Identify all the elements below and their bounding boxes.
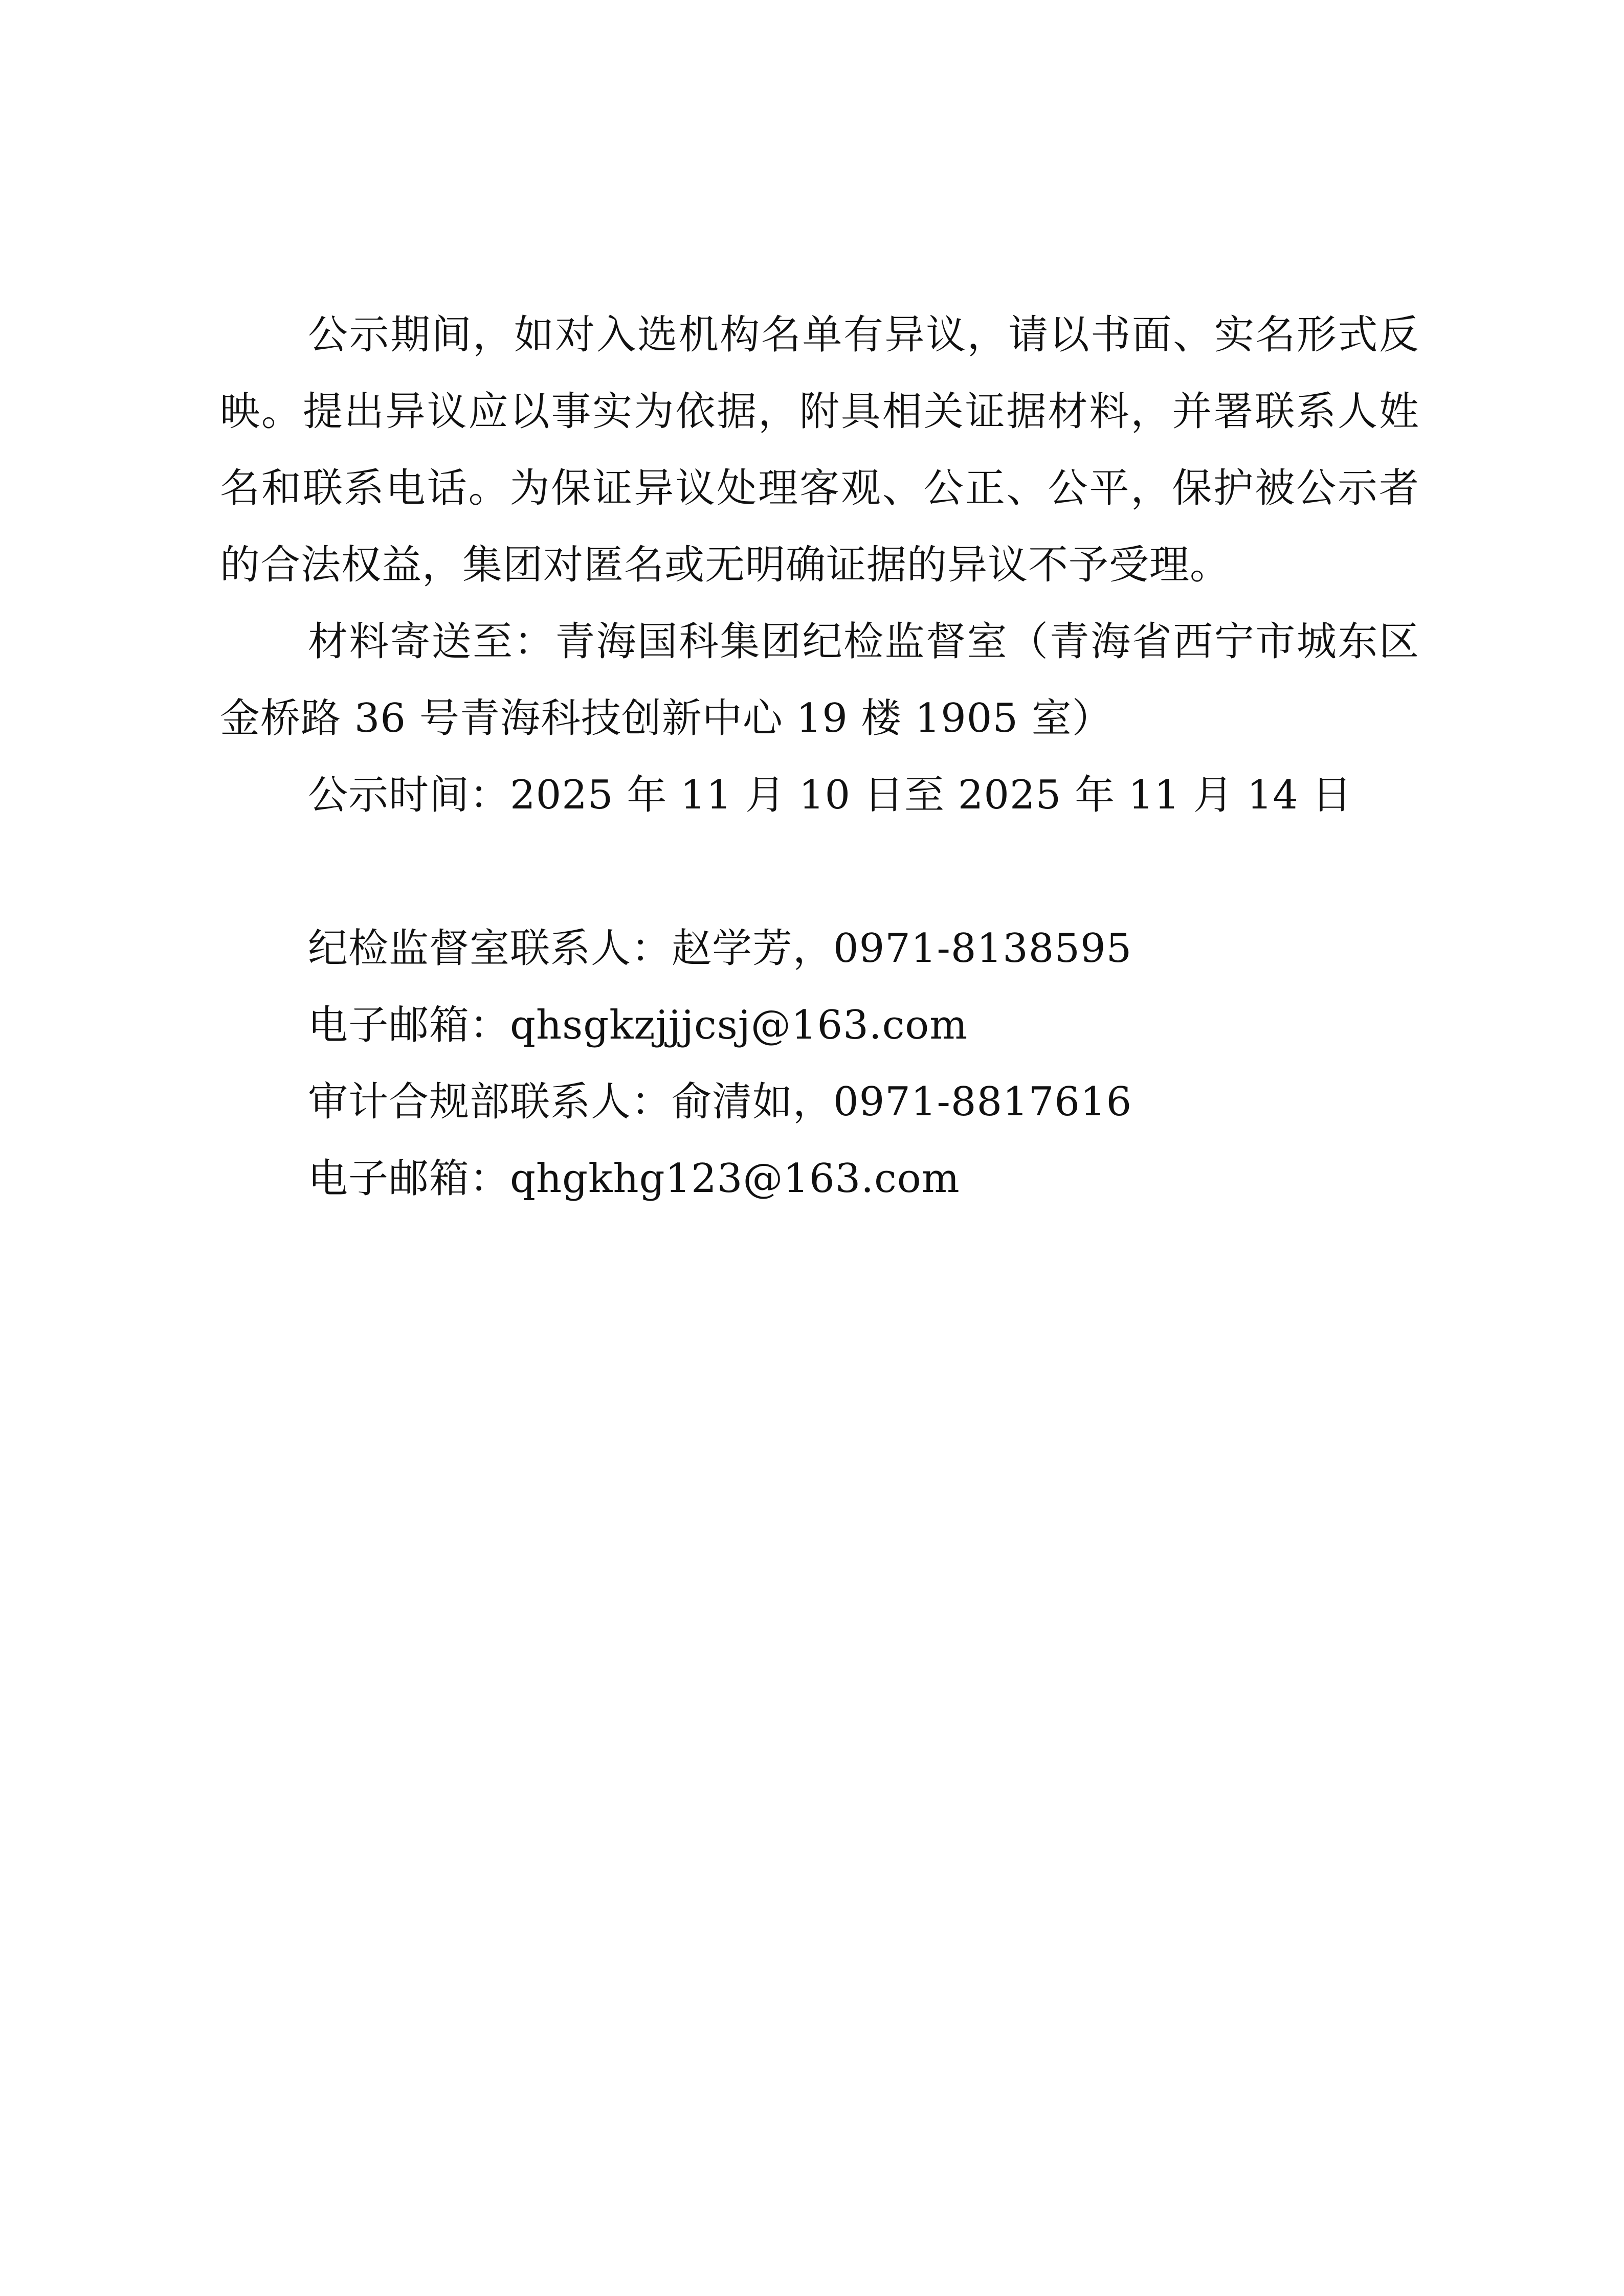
publicity-period-paragraph: 公示时间：2025 年 11 月 10 日至 2025 年 11 月 14 日 [308,772,1352,818]
mailing-address-paragraph: 材料寄送至：青海国科集团纪检监督室（青海省西宁市城东区金桥路 36 号青海科技创新中心 19 楼 1905 室） [220,619,1419,741]
document-body [220,297,1419,1217]
contact-audit-email: 电子邮箱：qhgkhg123@163.com [308,1156,960,1202]
contact-discipline-email: 电子邮箱：qhsgkzjjjcsj@163.com [308,1002,968,1048]
paragraph-spacer [220,834,1419,910]
objection-paragraph: 公示期间，如对入选机构名单有异议，请以书面、实名形式反映。提出异议应以事实为依据，附具相关证据材料，并署联系人姓名和联系电话。为保证异议处理客观、公正、公平，保护被公示者的合法权益，集团对匿名或无明确证据的异议不予受理。 [220,312,1419,588]
contact-discipline-person: 纪检监督室联系人：赵学芳，0971-8138595 [308,926,1132,972]
contact-audit-person: 审计合规部联系人：俞清如，0971-8817616 [308,1079,1132,1125]
